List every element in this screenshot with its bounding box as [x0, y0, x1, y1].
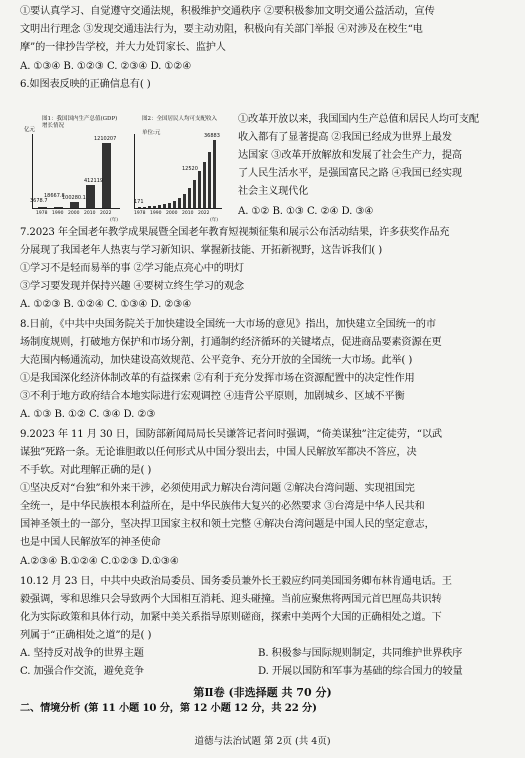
income-x-tick: 1978	[134, 211, 146, 216]
income-bar	[158, 205, 161, 208]
gdp-chart-title: 图1：我国国内生产总值(GDP)增长情况	[42, 116, 118, 129]
income-x-tick: 2000	[166, 211, 178, 216]
q8-stem: 场制度规则，打破地方保护和市场分割，打通制约经济循环的关键堵点，促进商品要素资源在更	[20, 337, 442, 348]
income-bar-label: 171	[134, 199, 144, 205]
income-bar	[178, 198, 181, 208]
gdp-bar-label: 3678.7	[30, 198, 48, 204]
income-bar-label: 36883	[204, 133, 220, 139]
gdp-chart-unit: 亿元	[24, 127, 36, 133]
income-bar	[173, 201, 176, 208]
q5-options-line: 摩”的一律抄告学校，并大力处罚家长、监护人	[20, 42, 226, 53]
gdp-x-tick: 2000	[68, 211, 80, 216]
q6-options-line: 收入都有了显著提高 ②我国已经成为世界上最发	[238, 132, 452, 143]
q10-stem: 化为实际政策和具体行动，加紧中美关系指导原则磋商，探索中美两个大国的正确相处之道。下	[20, 612, 442, 623]
income-chart-title: 图2：全国居民人均可支配收入	[142, 116, 218, 122]
income-bar	[198, 171, 201, 208]
q8-stem: 8.日前，《中共中央国务院关于加快建设全国统一大市场的意见》指出，加快建立全国统一的市	[20, 319, 436, 330]
income-x-axis	[134, 208, 222, 209]
q5-options-line: ①要认真学习、自觉遵守交通法规，积极维护交通秩序 ②要积极参加文明交通公益活动，宣传	[20, 6, 435, 17]
income-bar	[213, 140, 216, 208]
income-bar	[138, 207, 141, 208]
income-bar	[193, 180, 196, 208]
q8-option: ③不利于地方政府结合本地实际进行宏观调控 ④违背公平原则，加剧城乡、区域不平衡	[20, 391, 405, 402]
gdp-bar	[54, 207, 63, 208]
q6-options-line: 达国家 ③改革开放解放和发展了社会生产力，提高	[238, 150, 462, 161]
q10-option-c: C. 加强合作交流，避免竞争	[20, 666, 144, 677]
part2-title: 第Ⅱ卷 (非选择题 共 70 分)	[193, 686, 332, 699]
gdp-x-axis	[32, 208, 120, 209]
income-y-axis	[134, 134, 135, 208]
gdp-bar-label: 18667.8	[44, 193, 65, 199]
q5-options-line: 文明出行理念 ③发现交通违法行为，要主动劝阻，积极向有关部门举报 ④对涉及在校生“电	[20, 24, 423, 35]
income-chart	[126, 116, 224, 224]
gdp-x-tick: 2022	[100, 211, 112, 216]
gdp-chart	[24, 116, 122, 224]
gdp-y-axis	[32, 134, 33, 208]
q6-options-line: ①改革开放以来，我国国内生产总值和居民人均可支配	[238, 114, 479, 125]
q9-stem: 谋独”死路一条。无论谁胆敢以任何形式从中国分裂出去，中国人民解放军都决不答应，决	[20, 447, 417, 458]
gdp-x-unit: (年)	[110, 218, 119, 223]
gdp-x-tick: 1978	[36, 211, 48, 216]
gdp-bar	[38, 207, 47, 208]
gdp-bar	[86, 185, 95, 208]
gdp-x-tick: 1990	[52, 211, 64, 216]
gdp-bar-label: 412119	[84, 178, 104, 184]
income-x-tick: 1990	[150, 211, 162, 216]
income-x-tick: 2010	[182, 211, 194, 216]
q10-option-d: D. 开展以国防和军事为基础的综合国力的较量	[258, 666, 463, 677]
q10-option-a: A. 坚持反对战争的世界主题	[20, 648, 144, 659]
q7-option: ①学习不是轻而易举的事 ②学习能点亮心中的明灯	[20, 263, 244, 274]
gdp-bar-label: 100280.1	[62, 195, 86, 201]
income-bar	[148, 206, 151, 208]
income-bar	[208, 152, 211, 208]
gdp-bar	[70, 202, 79, 208]
q9-option: 国神圣领土的一部分，坚决捍卫国家主权和领土完整 ④解决台湾问题是中国人民的坚定意志，	[20, 519, 435, 530]
income-bar	[153, 206, 156, 208]
q6-figures	[24, 116, 224, 224]
q10-option-b: B. 积极参与国际规则制定，共同维护世界秩序	[258, 648, 463, 659]
income-bar	[188, 188, 191, 208]
income-x-unit: (年)	[210, 218, 219, 223]
q6-options-line: 了人民生活水平，是强国富民之路 ④我国已经实现	[238, 168, 462, 179]
q7-option: ③学习要发现并保持兴趣 ④要树立终生学习的观念	[20, 281, 244, 292]
gdp-bar	[102, 143, 111, 208]
q9-option: 也是中国人民解放军的神圣使命	[20, 537, 161, 548]
income-bar	[183, 194, 186, 208]
q10-stem: 10.12 月 23 日，中共中央政治局委员、国务委员兼外长王毅应约同美国国务卿布林肯通电话。王	[20, 576, 452, 587]
page-footer: 道德与法治试题 第 2页 (共 4页)	[194, 736, 331, 747]
q6-answers: A. ①② B. ①③ C. ②④ D. ③④	[238, 206, 374, 217]
income-x-tick: 2022	[198, 211, 210, 216]
income-bar-label: 12520	[182, 166, 198, 172]
q7-stem: 分展现了我国老年人热衷与学习新知识、掌握新技能、开拓新视野，这告诉我们( )	[20, 245, 383, 256]
q6-options-line: 社会主义现代化	[238, 186, 309, 197]
q7-answers: A. ①②③ B. ①②④ C. ①③④ D. ②③④	[20, 299, 192, 310]
q8-option: ①是我国深化经济体制改革的有益探索 ②有利于充分发挥市场在资源配置中的决定性作用	[20, 373, 415, 384]
section-title: 二、情境分析 (第 11 小题 10 分，第 12 小题 12 分，共 22 分)	[20, 702, 317, 714]
q9-answers: A.②③④ B.①②④ C.①②③ D.①③④	[20, 556, 179, 567]
q8-answers: A. ①③ B. ①② C. ③④ D. ②③	[20, 409, 156, 420]
gdp-x-tick: 2010	[84, 211, 96, 216]
q9-stem: 9.2023 年 11 月 30 日，国防部新闻局局长吴谦答记者问时强调，“倚美谋独”注定徒劳，“以武	[20, 429, 442, 440]
gdp-bar-label: 1210207	[94, 136, 117, 142]
income-chart-unit: 单位:元	[142, 130, 161, 136]
income-bar	[203, 162, 206, 208]
q7-stem: 7.2023 年全国老年教学成果展暨全国老年教育短视频征集和展示公布活动结果，许多获奖作品充	[20, 227, 450, 238]
q9-option: ①坚决反对“台独”和外来干涉，必须使用武力解决台湾问题 ②解决台湾问题、实现祖国完	[20, 483, 415, 494]
q5-answers: A. ①③④ B. ①②③ C. ②③④ D. ①②④	[20, 61, 192, 72]
income-bar	[168, 203, 171, 208]
q10-stem: 毅强调，零和思维只会导致两个大国相互消耗、迎头碰撞。当前应聚焦将两国元首巴厘岛共识转	[20, 594, 442, 605]
q9-option: 全统一，是中华民族根本利益所在，是中华民族伟大复兴的必然要求 ③台湾是中华人民共和	[20, 501, 425, 512]
q9-stem: 不手软。对此理解正确的是( )	[20, 465, 152, 476]
income-bar	[163, 204, 166, 208]
q8-stem: 大范围内畅通流动，加快建设高效规范、公平竞争、充分开放的全国统一大市场。此举( )	[20, 355, 413, 366]
q10-stem: 列属于“正确相处之道”的是( )	[20, 630, 152, 641]
income-bar	[143, 207, 146, 208]
q6-stem: 6.如图表反映的正确信息有( )	[20, 79, 151, 90]
